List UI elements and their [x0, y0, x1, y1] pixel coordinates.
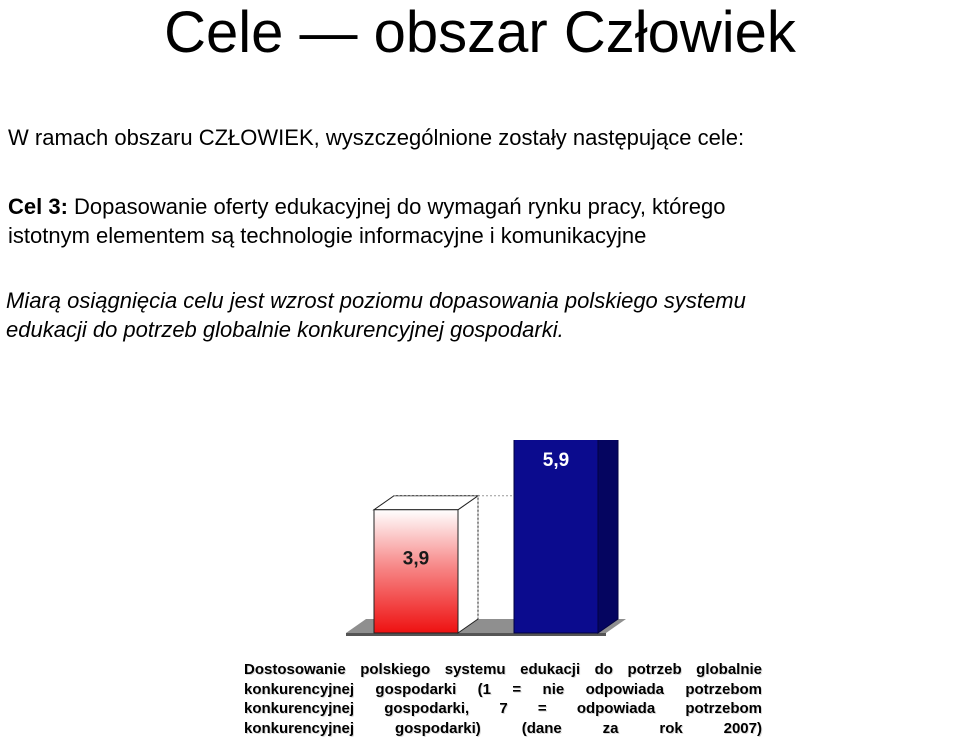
goal-line-1	[8, 192, 952, 221]
measure-line-2: edukacji do potrzeb globalnie konkurencyjnej gospodarki.	[6, 317, 564, 342]
caption-line-2: konkurencyjnej gospodarki (1 = nie odpowiada potrzebom	[244, 680, 762, 698]
bar-side-1	[458, 496, 478, 633]
intro-text: W ramach obszaru CZŁOWIEK, wyszczególnione zostały następujące cele:	[8, 125, 745, 150]
goal-text-2: istotnym elementem są technologie informacyjne i komunikacyjne	[8, 223, 647, 248]
caption-line-1: Dostosowanie polskiego systemu edukacji do potrzeb globalnie	[244, 661, 762, 678]
measure-paragraph	[6, 286, 956, 344]
caption-line-4: konkurencyjnej gospodarki) (dane za rok 2007)	[244, 719, 762, 737]
chart-caption	[244, 660, 762, 738]
bar-side-2	[598, 440, 618, 633]
slide-title: Cele — obszar Człowiek	[164, 0, 796, 65]
goal-paragraph	[8, 192, 952, 250]
bar-chart	[0, 440, 960, 660]
measure-line-1: Miarą osiągnięcia celu jest wzrost poziomu dopasowania polskiego systemu	[6, 288, 746, 313]
goal-text-1: Dopasowanie oferty edukacyjnej do wymagań rynku pracy, którego	[74, 194, 726, 219]
goal-label: Cel 3:	[8, 194, 68, 219]
data-label-1: 3,9	[402, 548, 430, 570]
data-label-2: 5,9	[542, 450, 570, 472]
caption-line-3: konkurencyjnej gospodarki, 7 = odpowiada potrzebom	[244, 700, 762, 717]
bar-1	[374, 510, 458, 633]
